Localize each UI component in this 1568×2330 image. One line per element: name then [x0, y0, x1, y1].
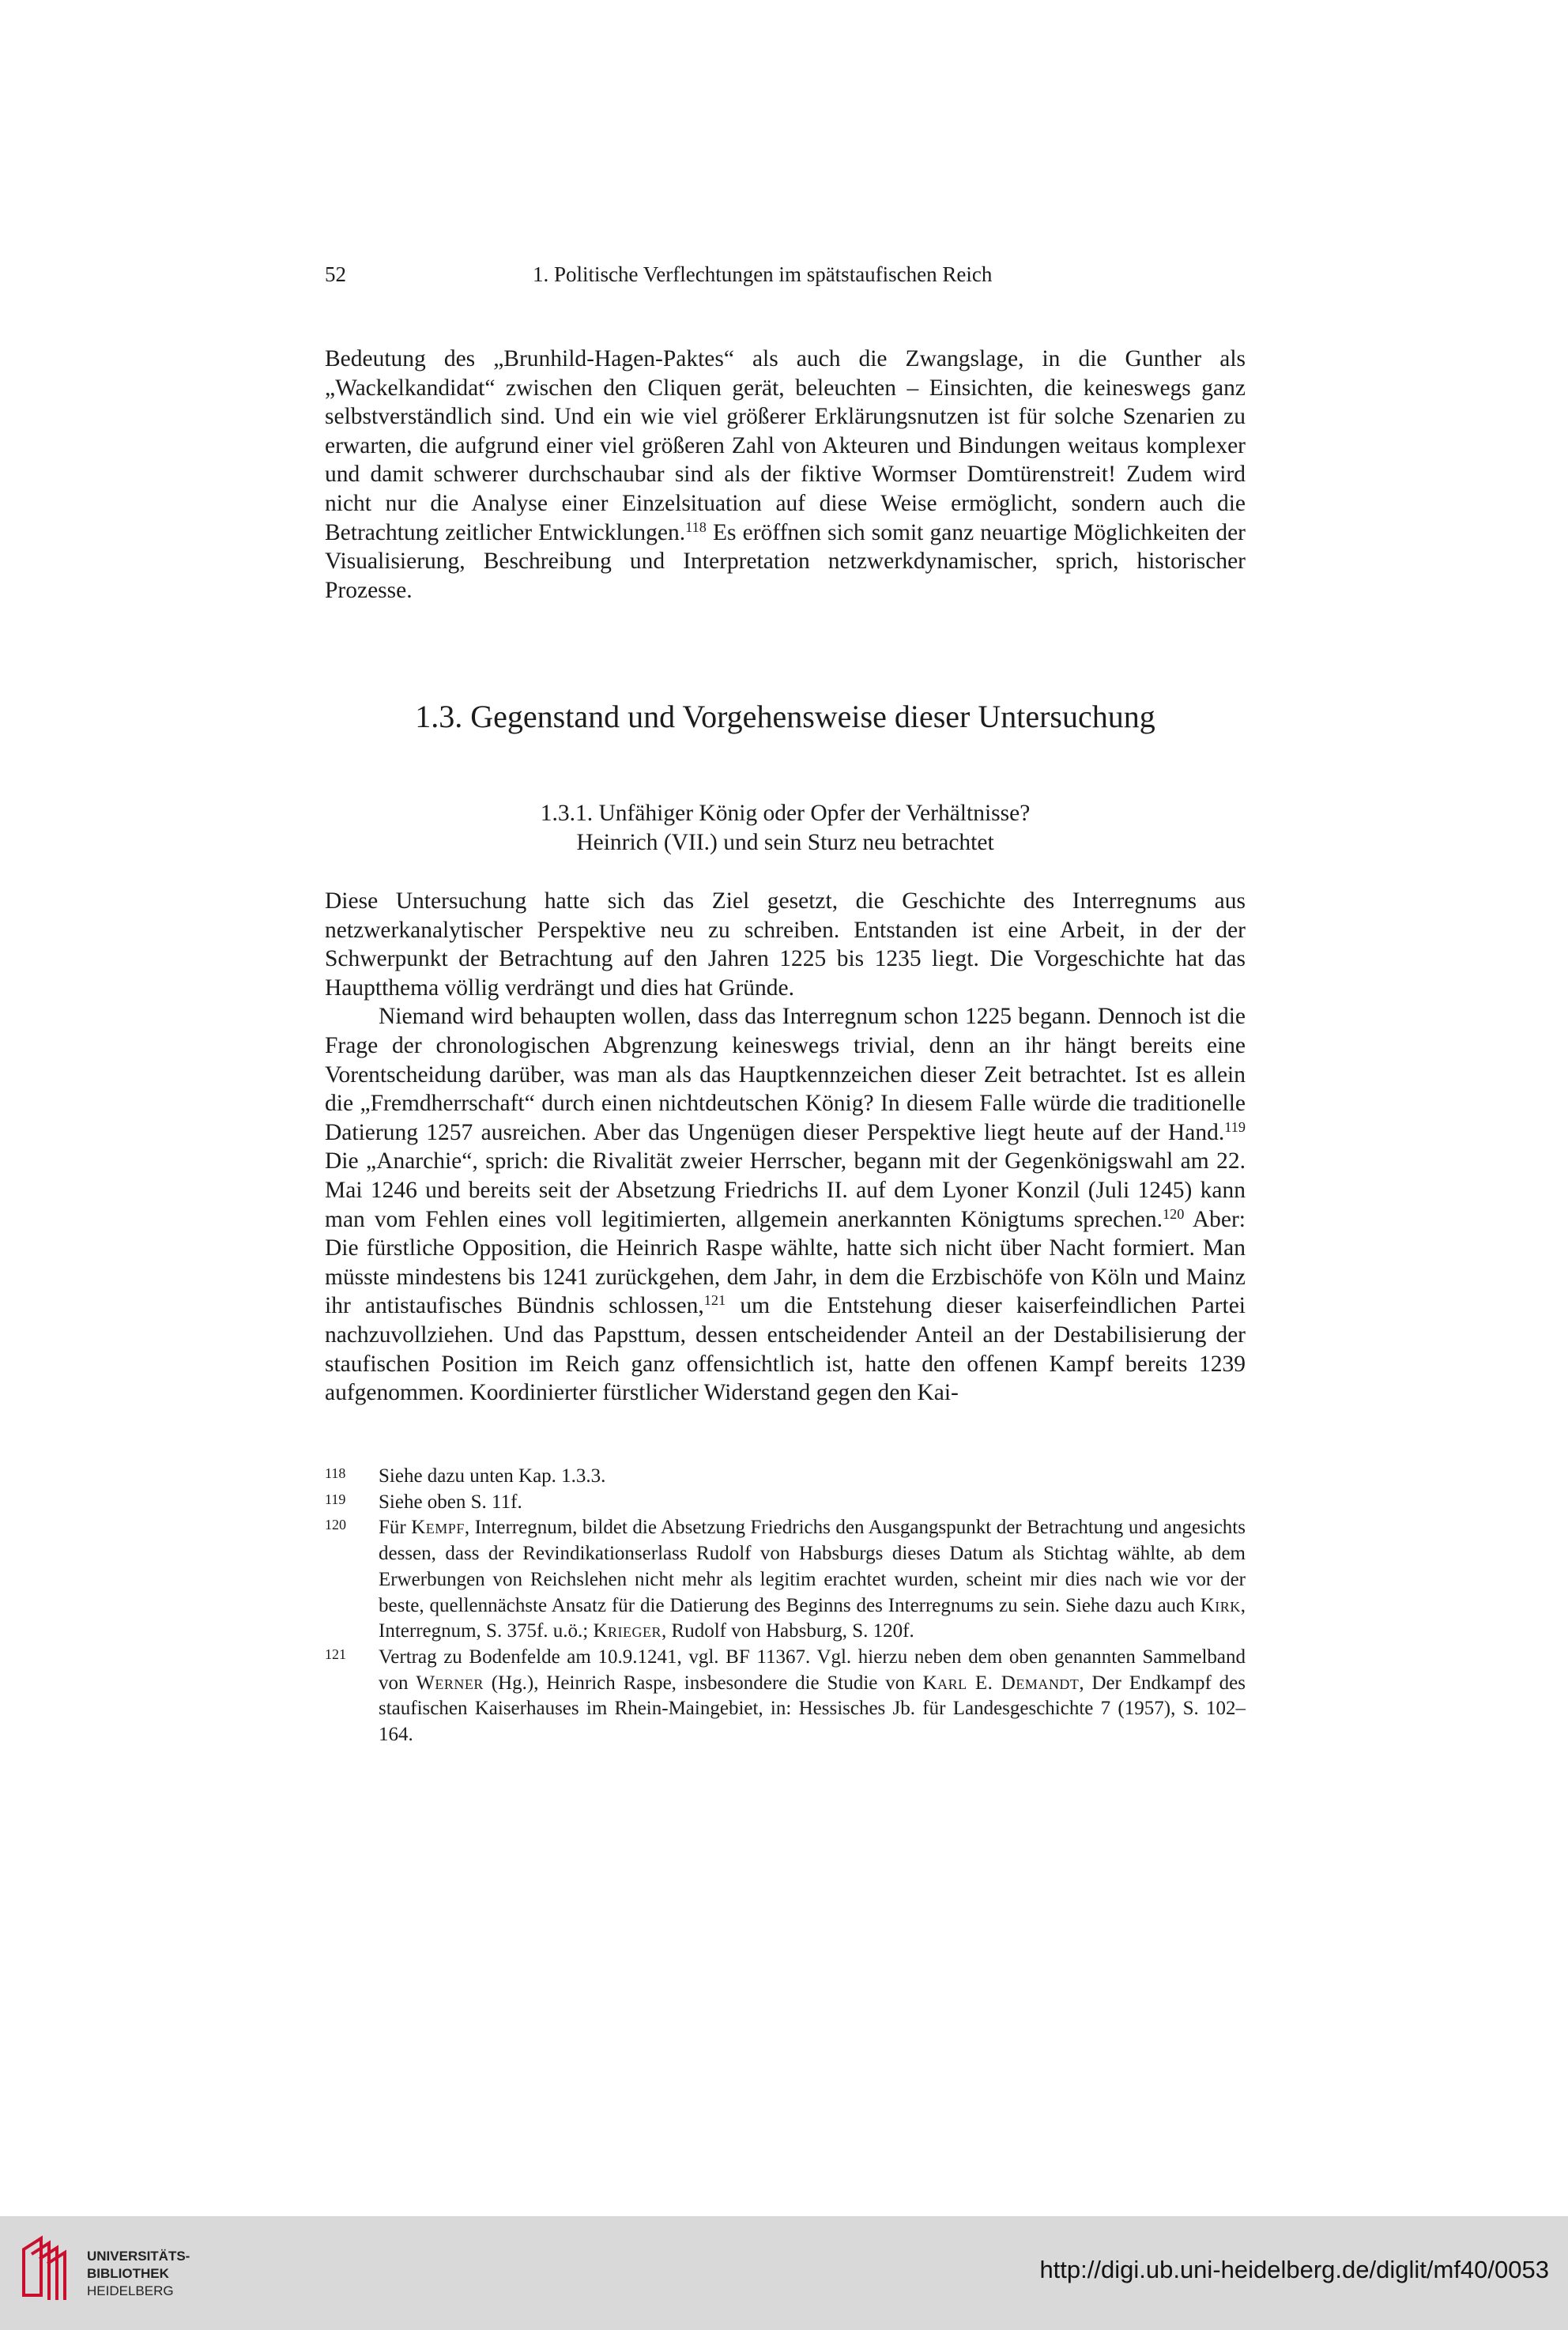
body-paragraph-1: Diese Untersuchung hatte sich das Ziel gesetzt, die Geschichte des Interregnums aus netzwerkanalytischer Perspektive neu zu schreiben. Entstanden ist eine Arbeit, in der der Schwerpunkt der Betrachtung auf den Jahren 1225 bis 1235 liegt. Die Vorgeschichte hat das Hauptthema völlig verdrängt und dies hat Gründe.: [325, 888, 1246, 1001]
footnote-ref-120[interactable]: 120: [1163, 1205, 1185, 1222]
footnote-118: [325, 1464, 1246, 1490]
author-kirk: Kirk: [1200, 1594, 1241, 1616]
author-krieger: Krieger: [593, 1620, 662, 1642]
page-number: 52: [325, 262, 346, 286]
author-demandt: Karl E. Demandt: [922, 1672, 1080, 1694]
intro-paragraph-block: [325, 345, 1246, 605]
footnote-text: Siehe dazu unten Kap. 1.3.3.: [379, 1465, 606, 1487]
section-heading: 1.3. Gegenstand und Vorgehensweise dieser Untersuchung: [415, 699, 1155, 734]
footnote-120: 120 Für Kempf, Interregnum, bildet die Absetzung Friedrichs den Ausgangspunkt der Betrachtung und angesichts dessen, dass der Revindikationserlass Rudolf von Habsburgs dieses Datum als Stichtag wählte, ab dem Erwerbungen von Reichslehen nicht mehr als legitim erachtet wurden, scheint mir dies nach wie vor der beste, quellennächste Ansatz für die Datierung des Beginns des Interregnums zu sein. Siehe dazu auch Kirk, Interregnum, S. 375f. u.ö.; Krieger, Rudolf von Habsburg, S. 120f.: [325, 1515, 1246, 1645]
footnote-number: 120: [325, 1517, 346, 1533]
body-paragraph-2: Niemand wird behaupten wollen, dass das Interregnum schon 1225 begann. Dennoch ist die Frage der chronologischen Abgrenzung keineswegs trivial, denn an ihr hängt bereits eine Vorentscheidung darüber, was man als das Hauptkennzeichen dieser Zeit betrachtet. Ist es allein die „Fremdherrschaft“ durch einen nichtdeutschen König? In diesem Falle würde die traditionelle Datierung 1257 ausreichen. Aber das Ungenügen dieser Perspektive liegt heute auf der Hand.$^{119}$ Die „Anarchie“, sprich: die Rivalität zweier Herrscher, begann mit der Gegenkönigswahl am 22. Mai 1246 und bereits seit der Absetzung Friedrichs II. auf dem Lyoner Konzil (Juli 1245) kann man vom Fehlen eines voll legitimierten, allgemein anerkannten Königtums sprechen.$^{120}$ Aber: Die fürstliche Opposition, die Heinrich Raspe wählte, hatte sich nicht über Nacht formiert. Man müsste mindestens bis 1241 zurückgehen, dem Jahr, in dem die Erzbischöfe von Köln und Mainz ihr antistaufisches Bündnis schlossen,$^{121}$ um die Entstehung dieser kaiserfeindlichen Partei nachzuvollziehen. Und das Papsttum, dessen entscheidender Anteil an der Destabilisierung der staufischen Position im Reich ganz offensichtlich ist, hatte den offenen Kampf bereits 1239 aufgenommen. Koordinierter fürstlicher Widerstand gegen den Kai-: [325, 1004, 1246, 1406]
subsection-heading: [325, 799, 1246, 858]
running-title: 1. Politische Verflechtungen im spätstaufischen Reich: [533, 262, 993, 286]
footnote-121: 121 Vertrag zu Bodenfelde am 10.9.1241, vgl. BF 11367. Vgl. hierzu neben dem oben genannten Sammelband von Werner (Hg.), Heinrich Raspe, insbesondere die Studie von Karl E. Demandt, Der Endkampf des staufischen Kaiserhauses im Rhein-Maingebiet, in: Hessisches Jb. für Landesgeschichte 7 (1957), S. 102–164.: [325, 1645, 1246, 1748]
library-logo-text: UNIVERSITÄTS- BIBLIOTHEK HEIDELBERG: [87, 2249, 190, 2298]
subsection-heading-line2: Heinrich (VII.) und sein Sturz neu betrachtet: [576, 830, 994, 855]
footnote-ref-118[interactable]: 118: [685, 518, 707, 535]
footnote-text: Siehe oben S. 11f.: [379, 1491, 522, 1513]
intro-paragraph: Bedeutung des „Brunhild-Hagen-Paktes“ als auch die Zwangslage, in die Gunther als „Wackelkandidat“ zwischen den Cliquen gerät, beleuchten – Einsichten, die keineswegs ganz selbstverständlich sind. Und ein wie viel größerer Erklärungsnutzen ist für solche Szenarien zu erwarten, die aufgrund einer viel größeren Zahl von Akteuren und Bindungen weitaus komplexer und damit schwerer durchschaubar sind als der fiktive Wormser Domtürenstreit! Zudem wird nicht nur die Analyse einer Einzelsituation auf diese Weise ermöglicht, sondern auch die Betrachtung zeitlicher Entwicklungen.$^{118}$ Es eröffnen sich somit ganz neuartige Möglichkeiten der Visualisierung, Beschreibung und Interpretation netzwerkdynamischer, sprich, historischer Prozesse.: [325, 346, 1246, 603]
footnote-number: 118: [325, 1465, 346, 1481]
author-kempf: Kempf: [411, 1517, 465, 1539]
source-url[interactable]: http://digi.ub.uni-heidelberg.de/diglit/mf40/0053: [1039, 2256, 1549, 2283]
footnote-ref-119[interactable]: 119: [1224, 1118, 1246, 1135]
footnote-ref-121[interactable]: 121: [703, 1292, 726, 1309]
footnotes: [325, 1464, 1246, 1748]
subsection-heading-line1: 1.3.1. Unfähiger König oder Opfer der Verhältnisse?: [540, 801, 1031, 826]
footnote-number: 119: [325, 1491, 346, 1507]
footnote-number: 121: [325, 1646, 346, 1662]
library-footer-bar: [0, 2216, 1568, 2330]
library-logo-icon: [19, 2232, 68, 2302]
body-text: [325, 887, 1246, 1408]
footnote-119: [325, 1490, 1246, 1516]
author-werner: Werner: [416, 1672, 484, 1694]
